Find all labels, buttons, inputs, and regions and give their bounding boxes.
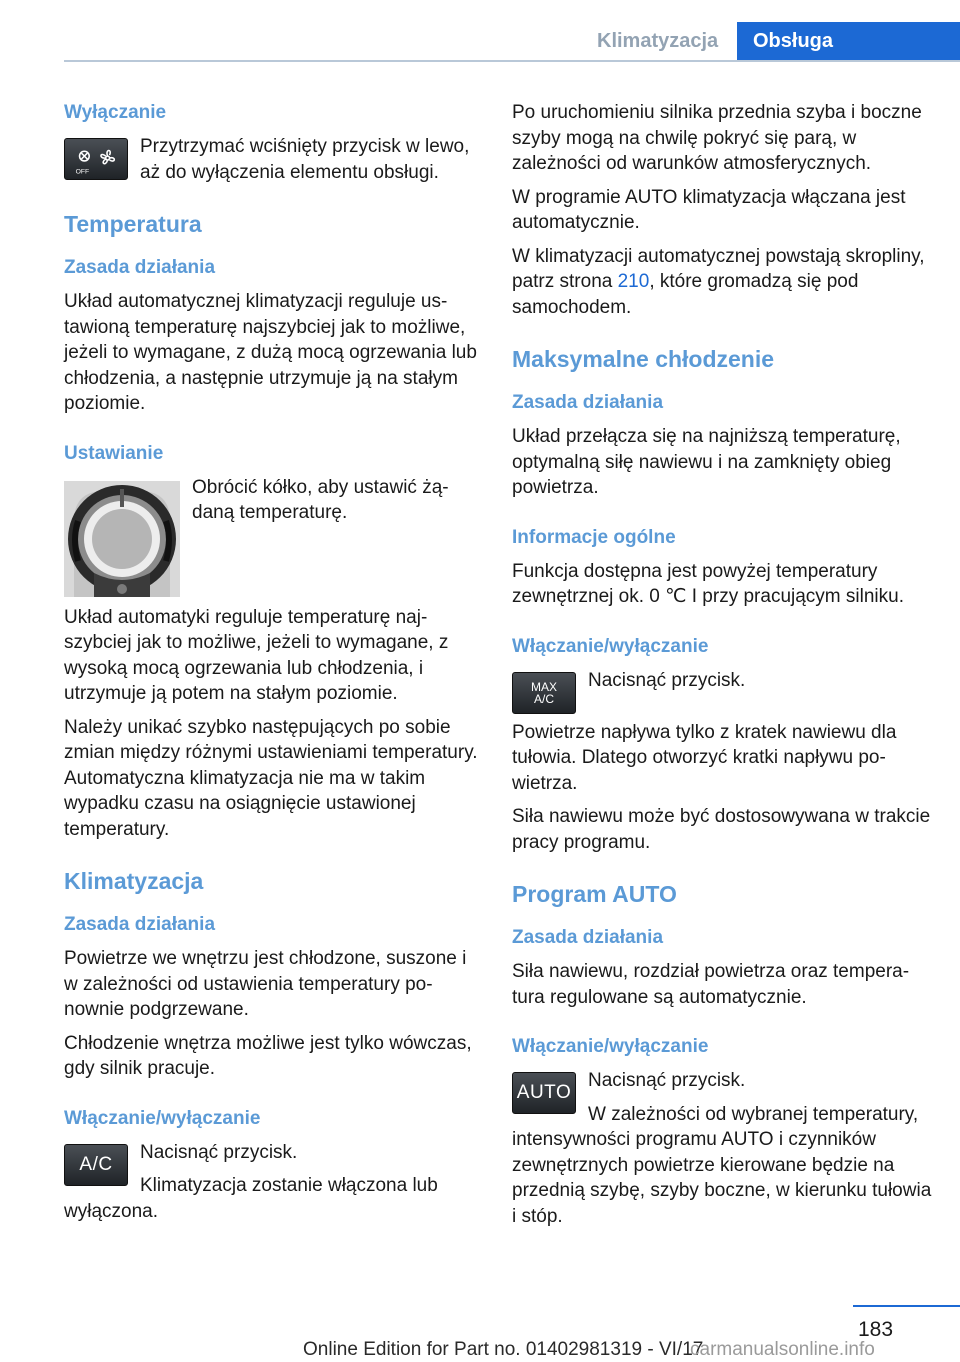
- ac-instruction: [64, 1140, 480, 1233]
- set-instruction: [64, 475, 480, 605]
- max-onoff-heading: Włączanie/wyłączanie: [512, 635, 709, 657]
- page-number: 183: [858, 1318, 894, 1341]
- condensate-text-pre: W klimatyzacji automatycznej powstają skropliny, patrz strona: [512, 245, 925, 292]
- condensate-text: [512, 244, 932, 321]
- fog-text: Po uruchomieniu silnika przednia szyba i boczne szyby mogą na chwilę pokryć się parą, w zależności od warunków atmosferycznych.: [512, 102, 922, 174]
- max-principle-heading: Zasada działania: [512, 392, 664, 413]
- temperature-principle-heading: Zasada działania: [64, 257, 216, 278]
- max-cooling-title: Maksymalne chłodzenie: [512, 346, 775, 372]
- max-ac-button-image: [512, 672, 576, 714]
- max-label: MAX: [530, 679, 557, 694]
- auto-regulation-text-2: Należy unikać szybko następujących po sobie zmian między różnymi ustawieniami temperatury. Automatyczna klimatyzacja nie ma w takim wypadku czasu na osiągnięcie ustawionej temperatury.: [64, 716, 478, 840]
- set-text: Obrócić kółko, aby ustawić żądaną temperaturę.: [192, 476, 449, 523]
- max-info-text: Funkcja dostępna jest powyżej temperatury zewnętrznej ok. 0 ℃ I przy pracującym silniku.: [512, 560, 904, 607]
- running-header-tab: Obsługa: [737, 22, 960, 62]
- condensate-text-post: , które gromadzą się pod samochodem.: [512, 271, 859, 318]
- max-ac-label: A/C: [533, 691, 554, 706]
- auto-regulation-text-1: Układ automatyki reguluje temperaturę najszybciej jak to możliwe, jeżeli to wymagane, z wysoką mocą ogrzewania lub chłodzenia, i utrzymuje ją potem na stałym poziomie.: [64, 606, 449, 704]
- auto-instruction: [512, 1068, 932, 1237]
- auto-press-text: Nacisnąć przycisk.: [588, 1070, 746, 1091]
- auto-button-label: AUTO: [516, 1082, 572, 1103]
- temperature-title: Temperatura: [64, 211, 202, 237]
- ac-principle-heading: Zasada działania: [64, 914, 216, 935]
- ac-onoff-heading: Włączanie/wyłączanie: [64, 1107, 261, 1129]
- max-principle-text: Układ przełącza się na najniższą temperaturę, optymalną siłę nawiewu i na zamknięty obieg powietrza.: [512, 426, 901, 498]
- auto-program-text: W programie AUTO klimatyzacja włączana jest automatycznie.: [512, 186, 906, 233]
- footer-rule: [853, 1305, 960, 1307]
- ac-press-text: Nacisnąć przycisk.: [140, 1141, 298, 1163]
- ac-button-image: [64, 1144, 128, 1186]
- off-button-text: OFF: [75, 168, 90, 176]
- watermark: carmanualsonline.info: [690, 1339, 875, 1360]
- max-press-text: Nacisnąć przycisk.: [588, 669, 746, 691]
- ac-principle-text-2: Chłodzenie wnętrza możliwe jest tylko wówczas, gdy silnik pracuje.: [64, 1032, 472, 1079]
- left-column: [64, 100, 480, 1232]
- set-heading: Ustawianie: [64, 442, 164, 464]
- off-heading: Wyłączanie: [64, 102, 167, 123]
- auto-button-image: [512, 1072, 576, 1114]
- max-airflow-text: Powietrze napływa tylko z kratek nawiewu dla tułowia. Dlatego otworzyć kratki napływu powietrza.: [512, 721, 897, 794]
- ac-result-text: Klimatyzacja zostanie włączona lub wyłączona.: [64, 1175, 438, 1222]
- temperature-knob-image: [64, 481, 180, 597]
- running-header-section: Klimatyzacja: [597, 30, 719, 52]
- ac-principle-text: Powietrze we wnętrzu jest chłodzone, suszone i w zależności od ustawienia temperatury ponownie podgrzewane.: [64, 948, 467, 1020]
- max-instruction: [512, 668, 932, 720]
- auto-onoff-heading: Włączanie/wyłączanie: [512, 1036, 709, 1057]
- auto-program-title: Program AUTO: [512, 881, 677, 907]
- page-reference-link[interactable]: 210: [617, 271, 650, 292]
- off-instruction: [64, 134, 480, 193]
- right-column: [512, 100, 932, 1237]
- auto-result-text: W zależności od wybranej temperatury, intensywności programu AUTO i czynników zewnętrznych powietrze kierowane będzie na przednią szybę, szyby boczne, w kierunku tułowia i stóp.: [512, 1103, 932, 1227]
- edition-text: Online Edition for Part no. 01402981319 - VI/17: [303, 1339, 704, 1360]
- rotary-knob-icon: [64, 481, 180, 597]
- max-airflow-text-2: Siła nawiewu może być dostosowywana w trakcie pracy programu.: [512, 806, 931, 853]
- auto-principle-heading: Zasada działania: [512, 927, 664, 948]
- off-text: Przytrzymać wciśnięty przycisk w lewo, aż do wyłączenia elementu obsługi.: [140, 136, 470, 183]
- temperature-principle-text: Układ automatycznej klimatyzacji reguluje ustawioną temperaturę najszybciej jak to możliwe, jeżeli to wymagane, z dużą mocą ogrzewania lub chłodzenia, a następnie utrzymuje ją na stałym poziomie.: [64, 291, 477, 414]
- ac-button-label: A/C: [79, 1153, 113, 1175]
- max-info-heading: Informacje ogólne: [512, 526, 676, 548]
- air-conditioning-title: Klimatyzacja: [64, 868, 204, 894]
- max-ac-button-label: [531, 681, 557, 705]
- header-rule: [64, 60, 960, 62]
- fan-off-button-image: [64, 138, 128, 180]
- fan-off-icon: [65, 138, 127, 180]
- auto-principle-text: Siła nawiewu, rozdział powietrza oraz temperatura regulowane są automatycznie.: [512, 961, 910, 1008]
